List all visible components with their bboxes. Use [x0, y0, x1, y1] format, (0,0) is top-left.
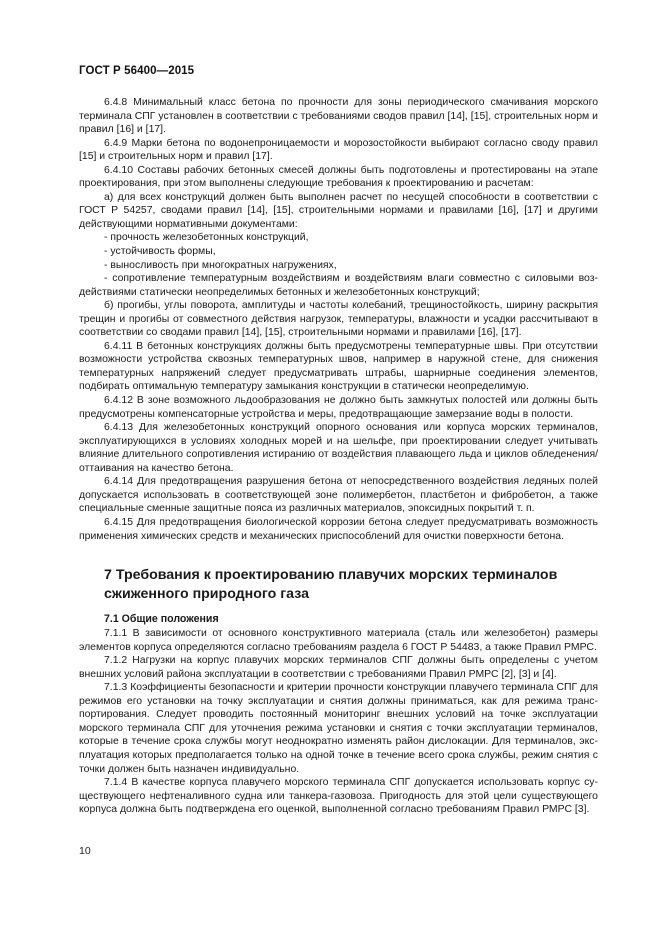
paragraph-6-4-10-a: а) для всех конструкций должен быть выполнен расчет по несущей способности в соответствии с ГОСТ Р 54257, сводами правил [14], [15], строительными нормами и правилами [16], [17] и другими действующими нормативными документами:	[79, 191, 598, 230]
list-item: - устойчивость формы,	[104, 246, 216, 258]
paragraph-6-4-8: 6.4.8 Минимальный класс бетона по прочности для зоны периодического смачивания морского терминала СПГ установлен в соответствии с требованиями сводов правил [14], [15], строительных норм и правил [16] и [17].	[79, 97, 598, 136]
paragraph-6-4-12: 6.4.12 В зоне возможного льдообразования не должно быть замкнутых полостей или должны быть предусмотрены компенсаторные устройства и меры, предотвращающие замерзание воды в полости.	[79, 395, 598, 420]
paragraph-6-4-11: 6.4.11 В бетонных конструкциях должны быть предусмотрены температурные швы. При отсутствии возможности устройства сквозных температурных швов, например в наружной стене, для снижения температурных напряжений следует предусматривать штрабы, шарнирные соединения элементов, подбирать оптимальную температуру замыкания конструкции в статически неопределимую.	[79, 340, 598, 393]
section-heading-7: 7 Требования к проектированию плавучих морских терминалов сжиженного природного газа	[104, 567, 558, 603]
list-item: - выносливость при многократных нагружениях,	[104, 259, 337, 271]
paragraph-7-1-1: 7.1.1 В зависимости от основного конструктивного материала (сталь или железобетон) размеры элементов корпуса определяются согласно требованиям раздела 6 ГОСТ Р 54483, а также Правил РМРС.	[79, 628, 598, 653]
paragraph-6-4-15: 6.4.15 Для предотвращения биологической коррозии бетона следует предусматривать возможность применения химических средств и механических приспособлений для очистки поверхности бетона.	[79, 516, 598, 542]
subsection-heading-7-1: 7.1 Общие положения	[104, 613, 219, 626]
list-item: - прочность железобетонных конструкций,	[104, 232, 309, 244]
paragraph-6-4-10: 6.4.10 Составы рабочих бетонных смесей должны быть подготовлены и протестированы на этапе проектирования, при этом выполнены следующие требования к проектированию и расчетам:	[79, 164, 598, 190]
list-item: - сопротивление температурным воздействиям и воздействиям влаги совместно с силовыми воздействиями статически неопределимых бетонных и железобетонных конструкций;	[79, 273, 598, 298]
paragraph-7-1-3: 7.1.3 Коэффициенты безопасности и критерии прочности конструкции плавучего терминала СПГ для режимов его установки на точку эксплуатации и снятия должны приниматься, как для режима транспортирования. Следует проводить постоянный мониторинг внешних условий на точке эксплуатации морского терминала СПГ для уточнения режима установки и снятия с точки эксплуатации терминалов, которые в течение срока службы могут неоднократно изменять район дислокации. Для терминалов, эксплуатация которых предполагается только на одной точке в течение всего срока службы, режим снятия с точки должен быть назначен индивидуально.	[79, 682, 598, 775]
document-header-standard-id: ГОСТ Р 56400—2015	[79, 65, 195, 77]
paragraph-7-1-2: 7.1.2 Нагрузки на корпус плавучих морских терминалов СПГ должны быть определены с учетом внешних условий района эксплуатации в соответствии с требованиями Правил РМРС [2], [3] и [4].	[79, 655, 598, 680]
paragraph-6-4-14: 6.4.14 Для предотвращения разрушения бетона от непосредственного воздействия ледяных полей допускается использовать в соответствующей зоне полимербетон, пластбетон и фибробетон, а также специальные сменные защитные пояса из различных материалов, эпоксидных покрытий т. п.	[79, 476, 598, 515]
paragraph-6-4-13: 6.4.13 Для железобетонных конструкций опорного основания или корпуса морских терминалов, эксплуатирующихся в условиях холодных морей и на шельфе, при проектировании следует учитывать влияние длительного сопротивления истиранию от воздействия плавающего льда и циклов обледенения/оттаивания на качество бетона.	[79, 422, 598, 474]
paragraph-6-4-9: 6.4.9 Марки бетона по водонепроницаемости и морозостойкости выбирают согласно своду правил [15] и строительных норм и правил [17].	[79, 137, 598, 163]
paragraph-6-4-10-b: б) прогибы, углы поворота, амплитуды и частоты колебаний, трещиностойкость, ширину раскрытия трещин и прогибы от совместного действия нагрузок, температуры, влажности и усадки рассчитывают в соответствии со сводами правил [14], [15], строительными нормами и правилами [16], [17].	[79, 300, 598, 339]
document-body	[79, 96, 598, 817]
paragraph-7-1-4: 7.1.4 В качестве корпуса плавучего морского терминала СПГ допускается использовать корпус существующего нефтеналивного судна или танкера-газовоза. Пригодность для этой цели существующего корпуса должна быть подтверждена его оценкой, выполненной согласно требованиям Правил РМРС [3].	[79, 777, 598, 816]
page-number: 10	[79, 845, 91, 857]
